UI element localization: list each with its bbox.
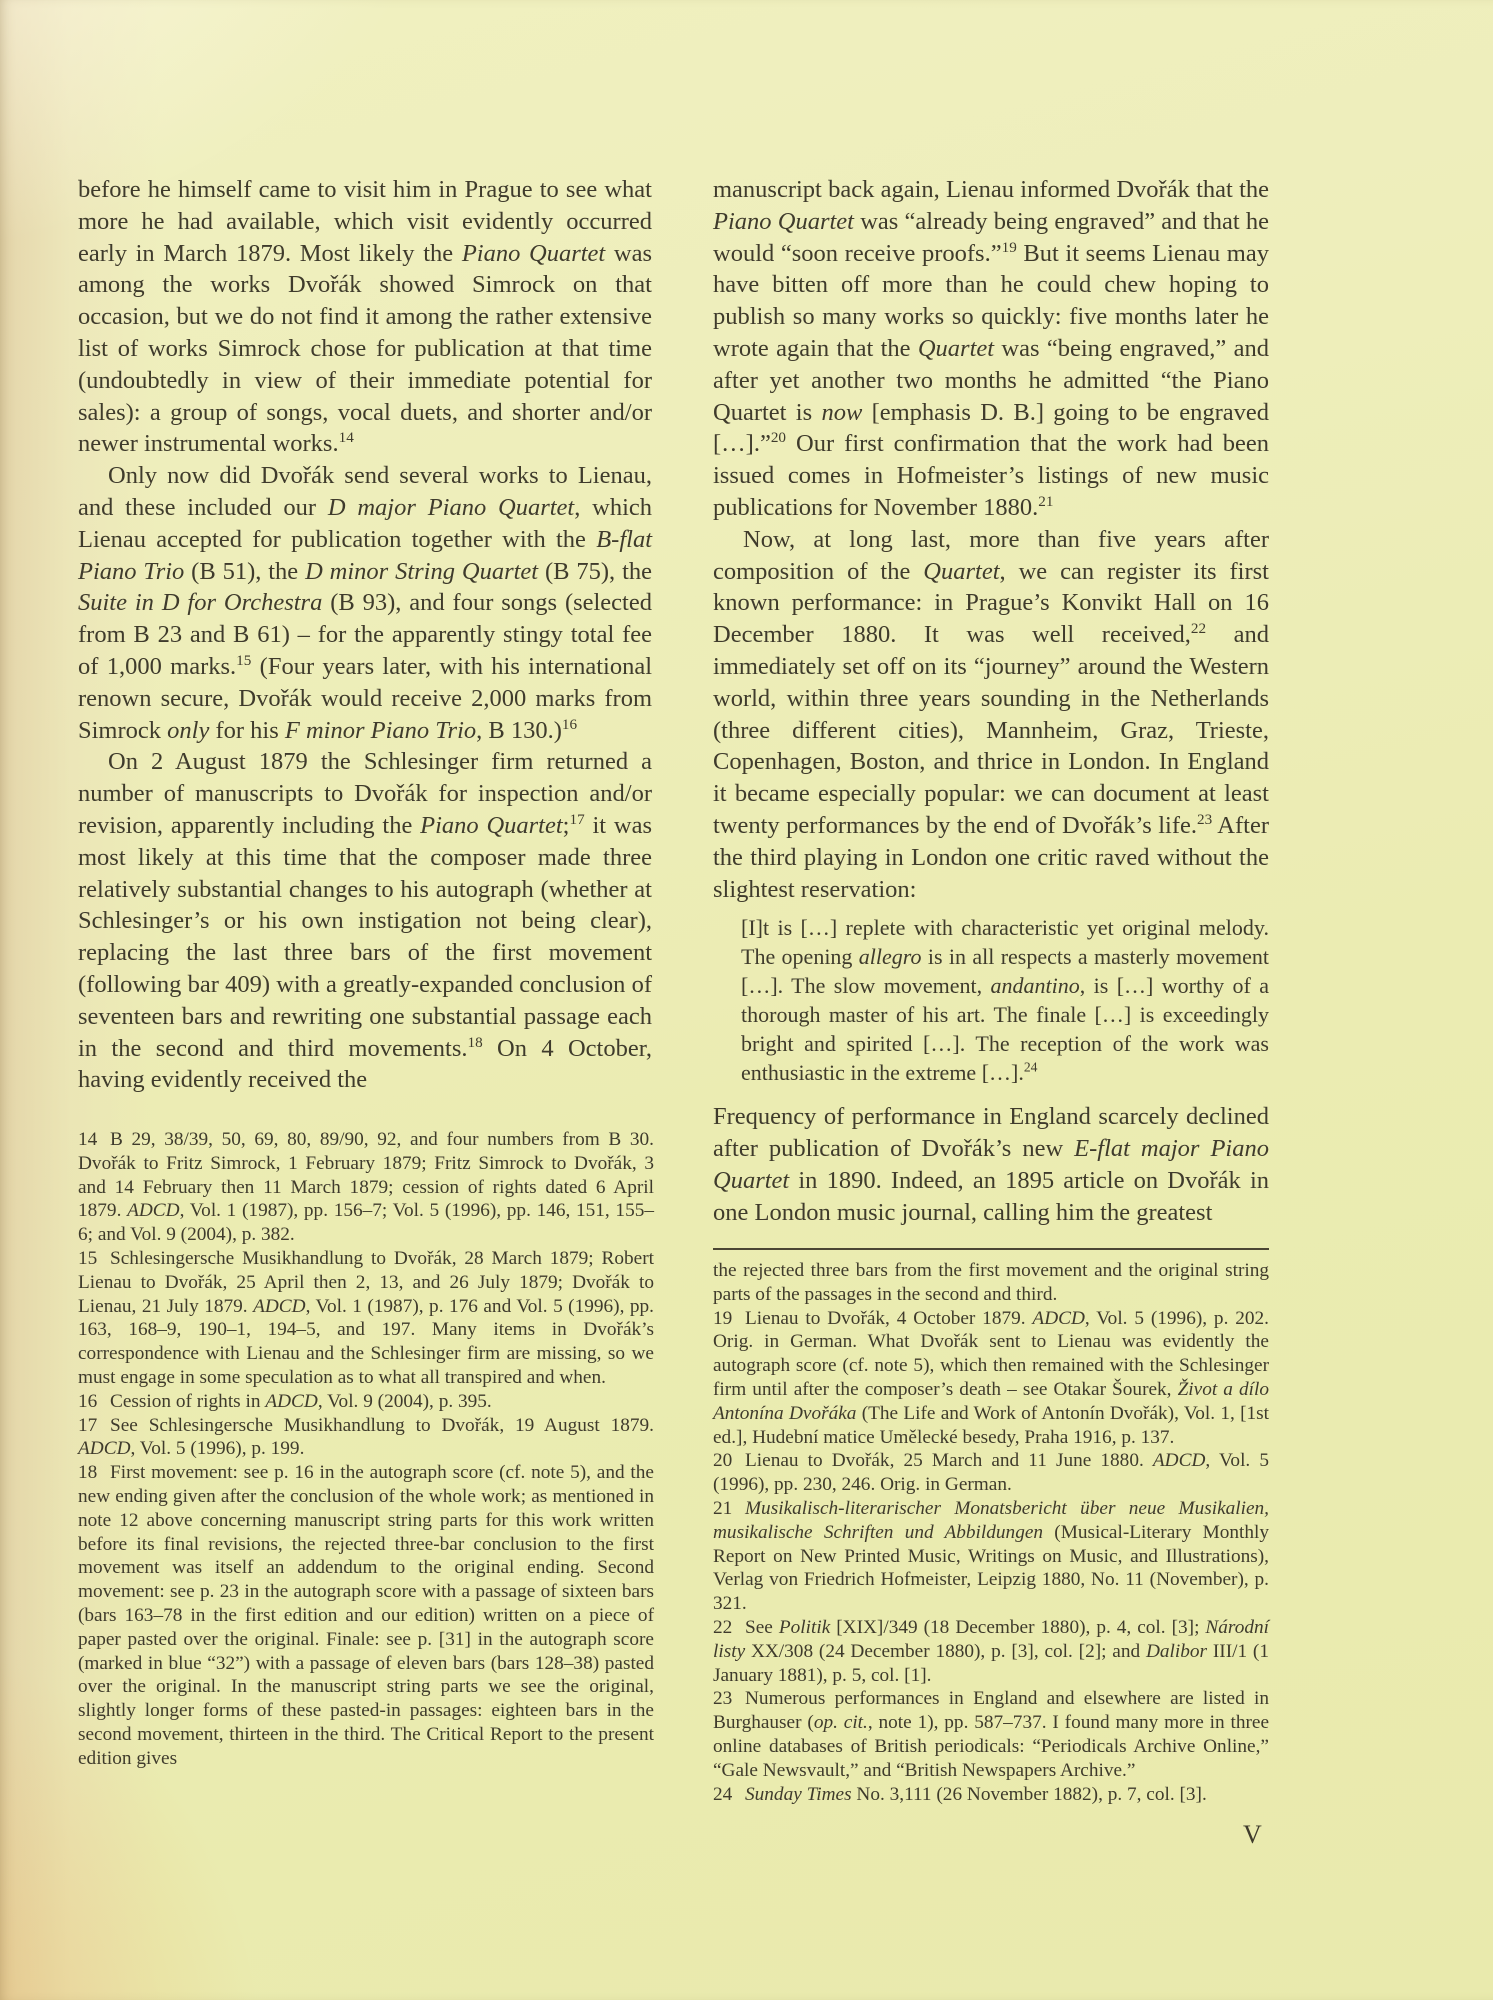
footnote-24: 24 Sunday Times No. 3,111 (26 November 1882), p. 7, col. [3]. <box>713 1783 1207 1805</box>
footnote-number: 22 <box>713 1616 733 1638</box>
footnote-number: 16 <box>78 1390 98 1412</box>
footnote-19: 19 Lienau to Dvořák, 4 October 1879. ADCD, Vol. 5 (1996), p. 202. Orig. in German. What Dvořák sent to Lienau was evidently the autograph score (cf. note 5), which then remained with the Schlesinger firm until after the composer’s death – see Otakar Šourek, Život a dílo Antonína Dvořáka (The Life and Work of Antonín Dvořák), Vol. 1, [1st ed.], Hudební matice Umělecké besedy, Praha 1916, p. 137. <box>713 1307 1269 1448</box>
footnote-number: 19 <box>713 1307 733 1329</box>
footnote-18-continuation: the rejected three bars from the first movement and the original string parts of the passages in the second and third. <box>713 1260 1269 1305</box>
footnote-number: 15 <box>78 1247 98 1269</box>
footnote-18: 18 First movement: see p. 16 in the autograph score (cf. note 5), and the new ending given after the conclusion of the whole work; as mentioned in note 12 above concerning manuscript string parts for this work written before its final revisions, the rejected three-bar conclusion to the first movement was itself an addendum to the original ending. Second movement: see p. 23 in the autograph score with a passage of sixteen bars (bars 163–78 in the first edition and our edition) written on a piece of paper pasted over the original. Finale: see p. [31] in the autograph score (marked in blue “32”) with a passage of eleven bars (bars 128–38) pasted over the original. In the manuscript string parts we see the original, slightly longer forms of these pasted-in passages: eighteen bars in the second movement, thirteen in the third. The Critical Report to the present edition gives <box>78 1462 654 1769</box>
footnote-16: 16 Cession of rights in ADCD, Vol. 9 (2004), p. 395. <box>78 1390 492 1412</box>
footnote-number: 18 <box>78 1462 98 1484</box>
footnote-number: 20 <box>713 1450 733 1472</box>
footnote-22: 22 See Politik [XIX]/349 (18 December 1880), p. 4, col. [3]; Národní listy XX/308 (24 December 1880), p. [3], col. [2]; and Dalibor III/1 (1 January 1881), p. 5, col. [1]. <box>713 1616 1269 1686</box>
footnote-number: 21 <box>713 1497 733 1519</box>
footnote-17: 17 See Schlesingersche Musikhandlung to Dvořák, 19 August 1879. ADCD, Vol. 5 (1996), p. 199. <box>78 1414 654 1460</box>
paragraph: Frequency of performance in England scarcely declined after publication of Dvořák’s new E-flat major Piano Quartet in 1890. Indeed, an 1895 article on Dvořák in one London music journal, calling him the greatest <box>713 1103 1269 1226</box>
paragraph: On 2 August 1879 the Schlesinger firm returned a number of manuscripts to Dvořák for inspection and/or revision, apparently including the Piano Quartet;$^{17}$ it was most likely at this time that the composer made three relatively substantial changes to his autograph (whether at Schlesinger’s or his own instigation not being clear), replacing the last three bars of the first movement (following bar 409) with a greatly-expanded conclusion of seventeen bars and rewriting one substantial passage each in the second and third movements.$^{18}$ On 4 October, having evidently received the <box>78 748 653 1094</box>
footnote-15: 15 Schlesingersche Musikhandlung to Dvořák, 28 March 1879; Robert Lienau to Dvořák, 25 April then 2, 13, and 26 July 1879; Dvořák to Lienau, 21 July 1879. ADCD, Vol. 1 (1987), p. 176 and Vol. 5 (1996), pp. 163, 168–9, 190–1, 194–5, and 197. Many items in Dvořák’s correspondence with Lienau and the Schlesinger firm are missing, so we must engage in some speculation as to what all transpired and when. <box>78 1247 654 1388</box>
footnote-separator-rule <box>713 1248 1269 1250</box>
left-column-body <box>78 174 652 1096</box>
footnote-number: 14 <box>78 1129 98 1150</box>
footnote-number: 17 <box>78 1414 98 1436</box>
footnote-20: 20 Lienau to Dvořák, 25 March and 11 June 1880. ADCD, Vol. 5 (1996), pp. 230, 246. Orig. in German. <box>713 1450 1269 1496</box>
blockquote: [I]t is […] replete with characteristic yet original melody. The opening allegro is in all respects a masterly movement […]. The slow movement, andantino, is […] worthy of a thorough master of his art. The finale […] is exceedingly bright and spirited […]. The reception of the work was enthusiastic in the extreme […].$^{24}$ <box>741 915 1270 1086</box>
footnote-14: 14 B 29, 38/39, 50, 69, 80, 89/90, 92, and four numbers from B 30. Dvořák to Fritz Simrock, 1 February 1879; Fritz Simrock to Dvořák, 3 and 14 February then 11 March 1879; cession of rights dated 6 April 1879. ADCD, Vol. 1 (1987), pp. 156–7; Vol. 5 (1996), pp. 146, 151, 155–6; and Vol. 9 (2004), p. 382. <box>78 1129 654 1246</box>
right-column-body <box>713 174 1269 1229</box>
left-column-footnotes <box>78 1128 654 1771</box>
paragraph: manuscript back again, Lienau informed Dvořák that the Piano Quartet was “already being engraved” and that he would “soon receive proofs.”$^{19}$ But it seems Lienau may have bitten off more than he could chew hoping to publish so many works so quickly: five months later he wrote again that the Quartet was “being engraved,” and after yet another two months he admitted “the Piano Quartet is now [emphasis D. B.] going to be engraved […].”$^{20}$ Our first confirmation that the work had been issued comes in Hofmeister’s listings of new music publications for November 1880.21 <box>713 176 1269 521</box>
footnote-number: 24 <box>713 1783 733 1805</box>
footnote-21: 21 Musikalisch-literarischer Monatsbericht über neue Musikalien, musikalische Schriften und Abbildungen (Musical-Literary Monthly Report on New Printed Music, Writings on Music, and Illustrations), Verlag von Friedrich Hofmeister, Leipzig 1880, No. 11 (November), p. 321. <box>713 1497 1269 1615</box>
page-number: V <box>1243 1820 1263 1849</box>
paragraph: Now, at long last, more than five years after composition of the Quartet, we can register its first known performance: in Prague’s Konvikt Hall on 16 December 1880. It was well received,$^{22}$ and immediately set off on its “journey” around the Western world, within three years sounding in the Netherlands (three different cities), Mannheim, Graz, Trieste, Copenhagen, Boston, and thrice in London. In England it became especially popular: we can document at least twenty performances by the end of Dvořák’s life.$^{23}$ After the third playing in London one critic raved without the slightest reservation: <box>713 525 1270 903</box>
footnote-23: 23 Numerous performances in England and elsewhere are listed in Burghauser (op. cit., note 1), pp. 587–737. I found many more in three online databases of British periodicals: “Periodicals Archive Online,” “Gale Newsvault,” and “British Newspapers Archive.” <box>713 1688 1270 1781</box>
right-footnotes-list <box>713 1307 1269 1807</box>
right-column-footnotes <box>713 1248 1269 1806</box>
paragraph: before he himself came to visit him in Prague to see what more he had available, which visit evidently occurred early in March 1879. Most likely the Piano Quartet was among the works Dvořák showed Simrock on that occasion, but we do not find it among the rather extensive list of works Simrock chose for publication at that time (undoubtedly in view of their immediate potential for sales): a group of songs, vocal duets, and shorter and/or newer instrumental works.$^{14}$ <box>78 176 652 458</box>
paragraph: Only now did Dvořák send several works to Lienau, and these included our D major Piano Quartet, which Lienau accepted for publication together with the B-flat Piano Trio (B 51), the D minor String Quartet (B 75), the Suite in D for Orchestra (B 93), and four songs (selected from B 23 and B 61) – for the apparently stingy total fee of 1,000 marks.$^{15}$ (Four years later, with his international renown secure, Dvořák would receive 2,000 marks from Simrock only for his F minor Piano Trio, B 130.)$^{16}$ <box>78 462 653 744</box>
footnote-number: 23 <box>713 1688 733 1710</box>
